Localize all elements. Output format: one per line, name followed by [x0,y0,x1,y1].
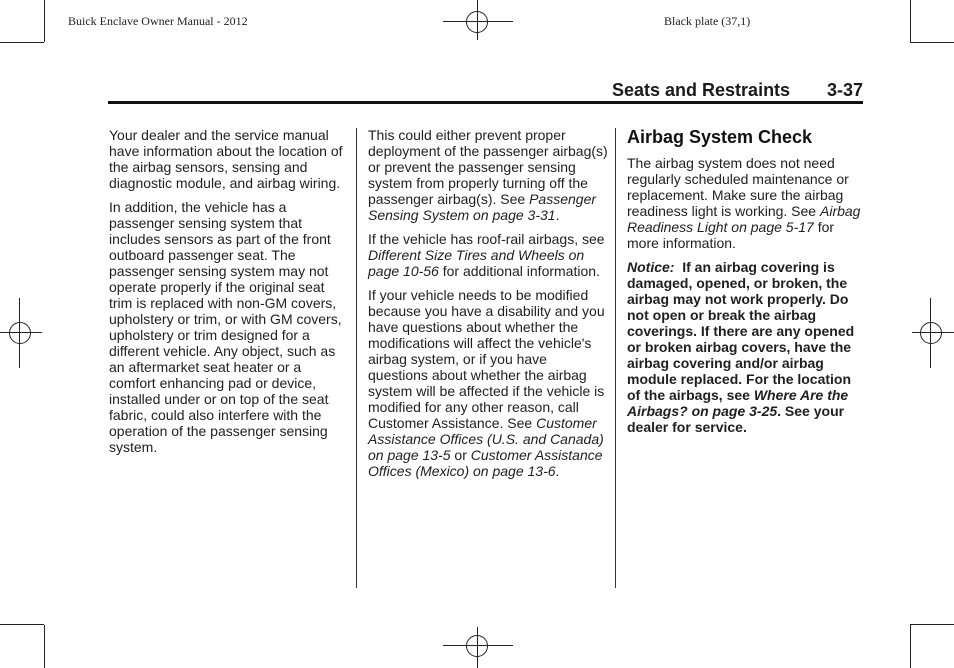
paragraph: This could either prevent proper deployment of the passenger airbag(s) or prevent the passenger sensing system from properly turning off the passenger airbag(s). See Passenger Sensing System on page 3-31. [368,127,608,223]
registration-target-left-h [0,332,42,333]
crop-mark-top-left-v [44,0,45,42]
crop-mark-bottom-left-h [0,624,44,625]
cross-reference[interactable]: Passenger Sensing System on page 3-31 [368,191,597,223]
registration-target-left-v [19,298,20,368]
registration-target-top-v [477,0,478,40]
registration-target-right-v [930,298,931,368]
registration-target-bottom-v [477,627,478,668]
notice-label: Notice: [627,259,675,275]
page-number: 3-37 [827,80,864,100]
registration-target-bottom-h [443,645,513,646]
crop-mark-bottom-right-h [910,624,954,625]
paragraph: If your vehicle needs to be modified because you have a disability and you have questions about whether the modifications will affect the vehicle's airbag system, or if you have questions about whether the airbag system will be affected if the vehicle is modified for any other reason, call Customer Assistance. See Customer Assistance Offices (U.S. and Canada) on page 13-5 or Customer Assistance Offices (Mexico) on page 13-6. [368,287,605,479]
crop-mark-top-right-v [910,0,911,42]
crop-mark-bottom-left-v [44,625,45,668]
column-divider-1 [356,128,357,588]
paragraph: If the vehicle has roof-rail airbags, see Different Size Tires and Wheels on page 10-56 for additional information. [368,231,605,279]
cross-reference[interactable]: Different Size Tires and Wheels on page 10-56 [368,247,585,279]
registration-target-right-h [912,332,954,333]
print-header-plate: Black plate (37,1) [664,14,751,28]
cross-reference[interactable]: Customer Assistance Offices (U.S. and Canada) on page 13-5 [368,415,604,463]
cross-reference[interactable]: Airbag Readiness Light on page 5-17 [627,203,861,235]
crop-mark-top-left-h [0,42,44,43]
registration-target-top-h [443,21,513,22]
column-1 [109,127,349,463]
column-3 [627,127,865,443]
crop-mark-bottom-right-v [910,625,911,668]
column-2 [368,127,608,487]
registration-target-right-icon [920,322,942,344]
crop-mark-top-right-h [910,42,954,43]
notice: Notice: If an airbag covering is damaged, opened, or broken, the airbag may not work properly. Do not open or break the airbag coverings. If there are any opened or broken airbag covers, have the airbag covering and/or airbag module replaced. For the location of the airbags, see Where Are the Airbags? on page 3-25. See your dealer for service. [627,259,855,435]
header-rule [108,101,863,104]
paragraph: The airbag system does not need regularly scheduled maintenance or replacement. Make sure the airbag readiness light is working. See Airbag Readiness Light on page 5-17 for more information. [627,155,861,251]
paragraph: Your dealer and the service manual have information about the location of the airbag sensors, sensing and diagnostic module, and airbag wiring. [109,127,343,191]
paragraph: In addition, the vehicle has a passenger sensing system that includes sensors as part of the front outboard passenger seat. The passenger sensing system may not operate properly if the original seat trim is replaced with non-GM covers, upholstery or trim, or with GM covers, upholstery or trim designed for a different vehicle. Any object, such as an aftermarket seat heater or a comfort enhancing pad or device, installed under or on top of the seat fabric, could also interfere with the operation of the passenger sensing system. [109,199,342,455]
column-divider-2 [615,128,616,588]
section-heading: Airbag System Check [627,127,813,147]
cross-reference[interactable]: Customer Assistance Offices (Mexico) on page 13-6 [368,447,603,479]
registration-target-left-icon [9,322,31,344]
print-header-title: Buick Enclave Owner Manual - 2012 [68,14,248,28]
cross-reference[interactable]: Where Are the Airbags? on page 3-25 [627,387,849,419]
section-title: Seats and Restraints [612,80,791,100]
